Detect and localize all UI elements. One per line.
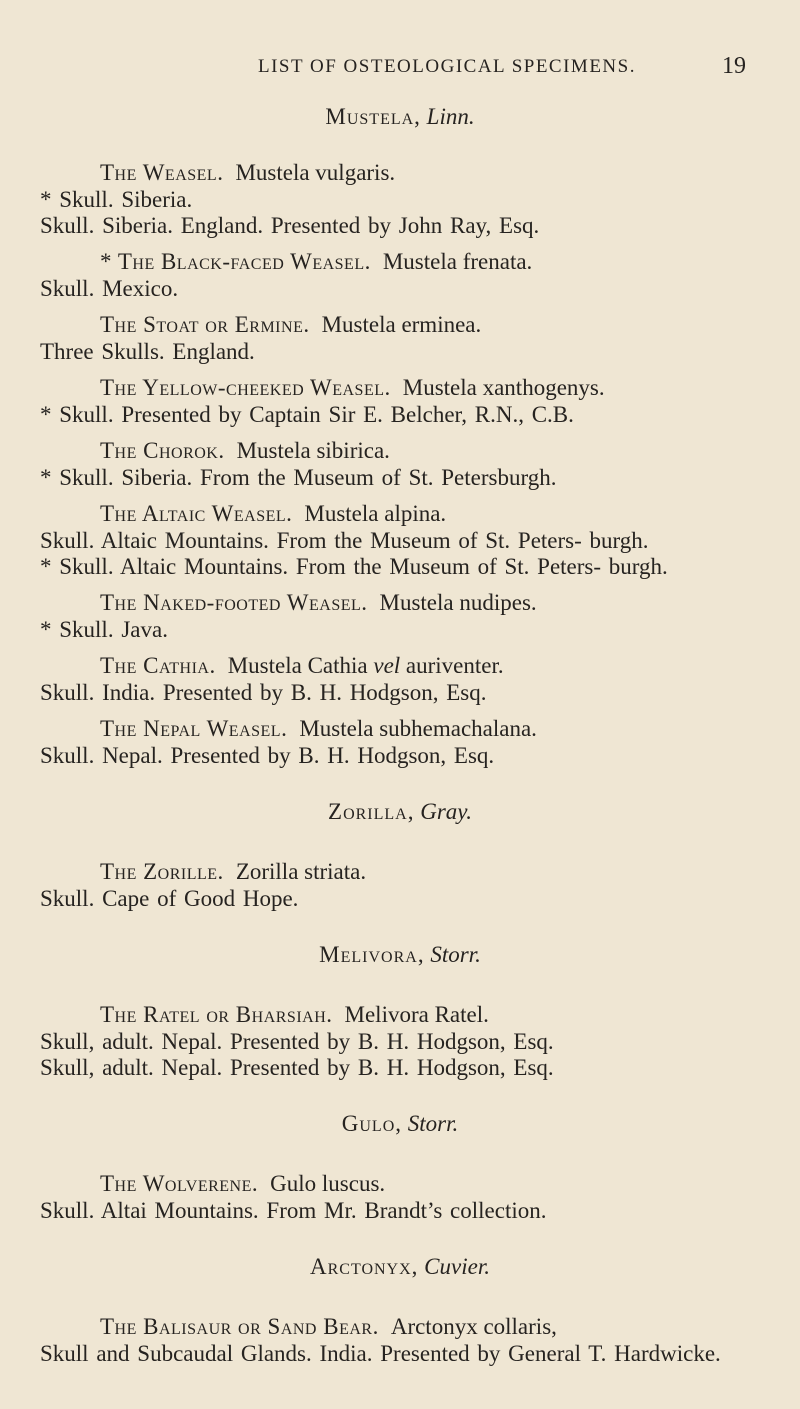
species-common-name: The Ratel or Bharsiah. (100, 1002, 333, 1027)
species-heading (40, 247, 760, 276)
specimen-line: Skull. Mexico. (40, 276, 179, 301)
genus-section-arctonyx (40, 1254, 760, 1367)
species-heading (40, 436, 760, 465)
genus-name: Zorilla, (328, 799, 415, 824)
species-common-name: The Zorille. (100, 859, 224, 884)
species-heading (40, 1312, 760, 1341)
species-heading (40, 714, 760, 743)
page-number: 19 (722, 53, 746, 79)
species-heading (40, 373, 760, 402)
specimen-line: Skull. Nepal. Presented by B. H. Hodgson, Esq. (40, 743, 495, 768)
species-latin-name (228, 653, 504, 678)
genus-authority: Storr. (430, 942, 481, 967)
species-latin-name: Mustela alpina. (304, 501, 447, 526)
specimen-line: * Skull. Java. (40, 617, 168, 642)
latin-part: Mustela Cathia (227, 653, 368, 678)
species-entry (40, 857, 760, 912)
latin-part: auriventer. (405, 653, 504, 678)
specimen-line: Skull, adult. Nepal. Presented by B. H. Hodgson, Esq. (40, 1055, 554, 1080)
species-entry (40, 373, 760, 428)
specimen-line: Three Skulls. England. (40, 339, 255, 364)
species-entry (40, 651, 760, 706)
genus-section-zorilla (40, 799, 760, 912)
species-entry (40, 436, 760, 491)
running-title: LIST OF OSTEOLOGICAL SPECIMENS. (258, 56, 636, 77)
specimen-line: * Skull. Siberia. (40, 187, 193, 212)
specimen-line: Skull and Subcaudal Glands. India. Presented by General T. Hardwicke. (40, 1341, 721, 1366)
species-latin-name: Mustela subhemachalana. (299, 716, 537, 741)
species-heading (40, 588, 760, 617)
species-entry (40, 158, 760, 239)
species-common-name: The Wolverene. (100, 1171, 259, 1196)
species-entry (40, 499, 760, 580)
specimen-line: * Skull. Altaic Mountains. From the Museum of St. Peters- burgh. (40, 554, 668, 579)
running-head (40, 53, 760, 86)
species-common-name: The Yellow-cheeked Weasel. (100, 375, 391, 400)
genus-section-melivora (40, 942, 760, 1081)
species-latin-name: Mustela vulgaris. (235, 160, 396, 185)
species-heading (40, 1169, 760, 1198)
specimen-line: Skull. Altai Mountains. From Mr. Brandt’s collection. (40, 1198, 547, 1223)
species-entry (40, 1312, 760, 1367)
genus-section-mustela (40, 104, 760, 769)
genus-name: Mustela, (325, 104, 421, 129)
genus-heading (40, 799, 760, 839)
specimen-line: Skull, adult. Nepal. Presented by B. H. Hodgson, Esq. (40, 1029, 554, 1054)
species-common-name: The Naked-footed Weasel. (100, 590, 368, 615)
species-latin-name: Mustela xanthogenys. (402, 375, 605, 400)
specimen-line: Skull. Siberia. England. Presented by John Ray, Esq. (40, 213, 540, 238)
latin-vel: vel (373, 653, 401, 678)
specimen-line: * Skull. Siberia. From the Museum of St. Petersburgh. (40, 465, 557, 490)
species-heading (40, 158, 760, 187)
species-latin-name: Mustela frenata. (382, 249, 533, 274)
genus-authority: Storr. (407, 1111, 459, 1136)
genus-heading (40, 942, 760, 982)
species-common-name: The Chorok. (100, 438, 225, 463)
specimen-line: Skull. India. Presented by B. H. Hodgson, Esq. (40, 680, 487, 705)
species-latin-name: Mustela erminea. (321, 312, 482, 337)
genus-authority: Cuvier. (424, 1254, 490, 1279)
genus-name: Gulo, (341, 1111, 402, 1136)
genus-authority: Gray. (420, 799, 472, 824)
genus-section-gulo (40, 1111, 760, 1224)
species-common-name: * The Black-faced Weasel. (100, 249, 371, 274)
species-latin-name: Arctonyx collaris, (390, 1314, 557, 1339)
species-common-name: The Cathia. (100, 653, 216, 678)
genus-heading (40, 1254, 760, 1294)
species-heading (40, 651, 760, 680)
species-heading (40, 499, 760, 528)
species-entry (40, 1000, 760, 1081)
species-common-name: The Balisaur or Sand Bear. (100, 1314, 379, 1339)
species-common-name: The Nepal Weasel. (100, 716, 288, 741)
genus-name: Melivora, (319, 942, 425, 967)
species-latin-name: Melivora Ratel. (344, 1002, 489, 1027)
genus-authority: Linn. (426, 104, 475, 129)
species-latin-name: Mustela sibirica. (236, 438, 390, 463)
species-entry (40, 714, 760, 769)
species-common-name: The Stoat or Ermine. (100, 312, 310, 337)
species-entry (40, 310, 760, 365)
genus-heading (40, 1111, 760, 1151)
genus-heading (40, 104, 760, 144)
specimen-line: * Skull. Presented by Captain Sir E. Belcher, R.N., C.B. (40, 402, 574, 427)
species-entry (40, 247, 760, 302)
species-heading (40, 857, 760, 886)
genus-name: Arctonyx, (310, 1254, 419, 1279)
specimen-line: Skull. Cape of Good Hope. (40, 886, 299, 911)
species-heading (40, 310, 760, 339)
species-common-name: The Altaic Weasel. (100, 501, 293, 526)
specimen-line: Skull. Altaic Mountains. From the Museum of St. Peters- burgh. (40, 528, 649, 553)
species-entry (40, 588, 760, 643)
species-heading (40, 1000, 760, 1029)
species-latin-name: Zorilla striata. (235, 859, 367, 884)
species-common-name: The Weasel. (100, 160, 224, 185)
species-entry (40, 1169, 760, 1224)
species-latin-name: Gulo luscus. (270, 1171, 386, 1196)
species-latin-name: Mustela nudipes. (379, 590, 537, 615)
